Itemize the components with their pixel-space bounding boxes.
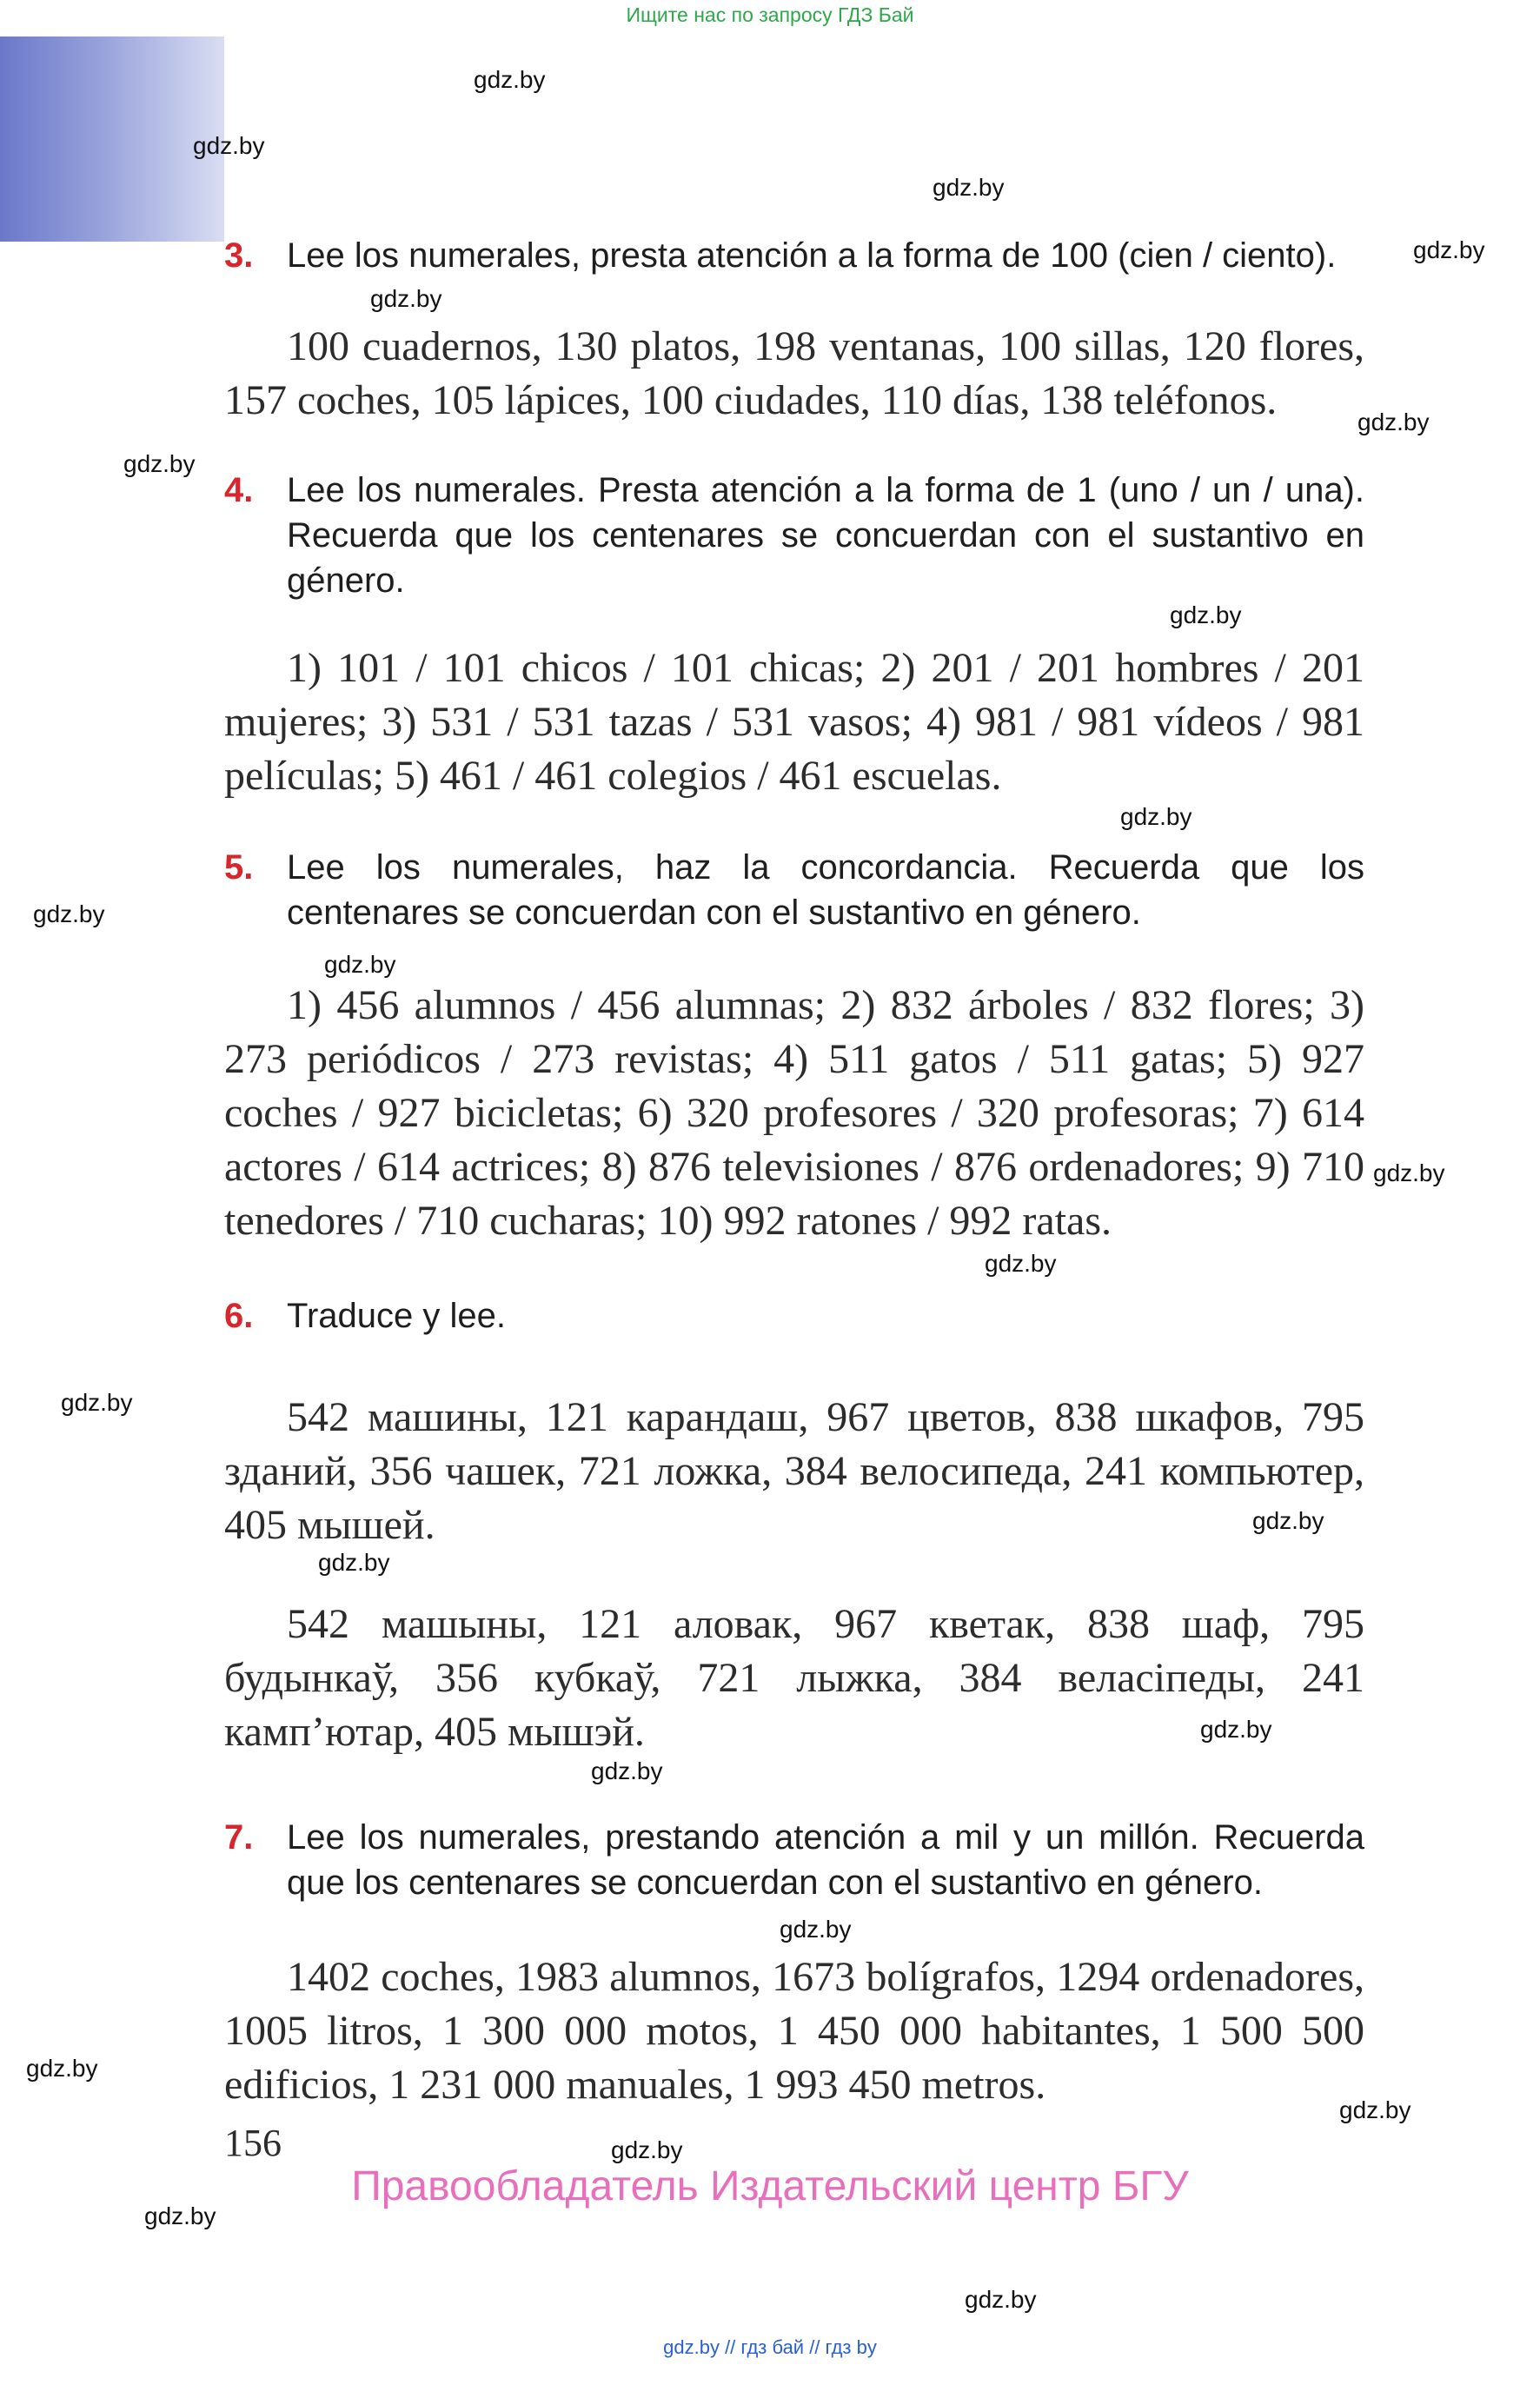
task-instruction: Lee los numerales. Presta atención a la forma de 1 (uno / un / una). Recuerda que los centenares se concuerdan con el sustantivo en género. [287,471,1364,600]
watermark: gdz.by [1357,409,1430,435]
exercise-paragraph-belarusian: 542 машыны, 121 аловак, 967 кветак, 838 шаф, 795 будынкаў, 356 кубкаў, 721 лыжка, 384 веласіпеды, 241 камп’ютар, 405 мышэй. [224,1601,1364,1755]
task-6 [224,1293,1364,1339]
task-number: 7. [224,1818,254,1857]
task-instruction: Lee los numerales, haz la concordancia. Recuerda que los centenares se concuerdan con el sustantivo en género. [287,848,1364,932]
watermark: gdz.by [780,1916,852,1943]
task-number: 3. [224,236,254,275]
watermark: gdz.by [1413,236,1485,263]
watermark: gdz.by [26,2055,98,2082]
watermark: gdz.by [370,285,442,312]
watermark: gdz.by [1373,1159,1445,1186]
task-3 [224,233,1364,278]
watermark: gdz.by [933,174,1005,201]
watermark: gdz.by [1120,803,1192,830]
watermark: gdz.by [985,1250,1057,1277]
watermark: gdz.by [318,1549,390,1576]
watermark: gdz.by [474,66,546,93]
task-number: 6. [224,1297,254,1335]
copyright-notice: Правообладатель Издательский центр БГУ [351,2163,1189,2209]
exercise-paragraph-russian: 542 машины, 121 карандаш, 967 цветов, 838 шкафов, 795 зданий, 356 чашек, 721 ложка, 384 велосипеда, 241 компьютер, 405 мышей. [224,1394,1364,1548]
task-4 [224,468,1364,603]
watermark: gdz.by [1339,2096,1411,2123]
exercise-paragraph: 1) 456 alumnos / 456 alumnas; 2) 832 árboles / 832 flores; 3) 273 periódicos / 273 revistas; 4) 511 gatos / 511 gatas; 5) 927 coches / 927 bicicletas; 6) 320 profesores / 320 profesoras; 7) 614 actores / 614 actrices; 8) 876 televisiones / 876 ordenadores; 9) 710 tenedores / 710 cucharas; 10) 992 ratones / 992 ratas. [224,982,1364,1244]
watermark: gdz.by [1200,1716,1272,1743]
top-banner[interactable]: Ищите нас по запросу ГДЗ Бай [626,3,914,26]
task-number: 5. [224,848,254,887]
corner-decoration [0,37,224,242]
watermark: gdz.by [193,132,265,159]
exercise-paragraph: 100 cuadernos, 130 platos, 198 ventanas, 100 sillas, 120 flores, 157 coches, 105 lápices, 100 ciudades, 110 días, 138 teléfonos. [224,323,1364,423]
exercise-paragraph: 1402 coches, 1983 alumnos, 1673 bolígrafos, 1294 ordenadores, 1005 litros, 1 300 000 motos, 1 450 000 habitantes, 1 500 500 edificios, 1 231 000 manuales, 1 993 450 metros. [224,1954,1364,2108]
task-7 [224,1815,1364,1905]
watermark: gdz.by [1252,1507,1324,1534]
watermark: gdz.by [611,2136,683,2163]
watermark: gdz.by [61,1389,133,1416]
page-number: 156 [224,2122,282,2164]
task-number: 4. [224,471,254,509]
watermark: gdz.by [324,951,396,978]
task-instruction: Traduce y lee. [287,1297,506,1335]
footer-links[interactable]: gdz.by // гдз бай // гдз by [663,2336,877,2358]
watermark: gdz.by [144,2202,216,2229]
watermark: gdz.by [1170,601,1242,628]
task-5 [224,845,1364,935]
watermark: gdz.by [123,450,196,477]
exercise-paragraph: 1) 101 / 101 chicos / 101 chicas; 2) 201 / 201 hombres / 201 mujeres; 3) 531 / 531 tazas / 531 vasos; 4) 981 / 981 vídeos / 981 películas; 5) 461 / 461 colegios / 461 escuelas. [224,645,1364,799]
task-instruction: Lee los numerales, prestando atención a mil y un millón. Recuerda que los centenares se concuerdan con el sustantivo en género. [287,1818,1364,1902]
watermark: gdz.by [591,1757,663,1784]
watermark: gdz.by [965,2286,1037,2313]
watermark: gdz.by [33,900,105,927]
task-instruction: Lee los numerales, presta atención a la forma de 100 (cien / ciento). [287,236,1337,275]
